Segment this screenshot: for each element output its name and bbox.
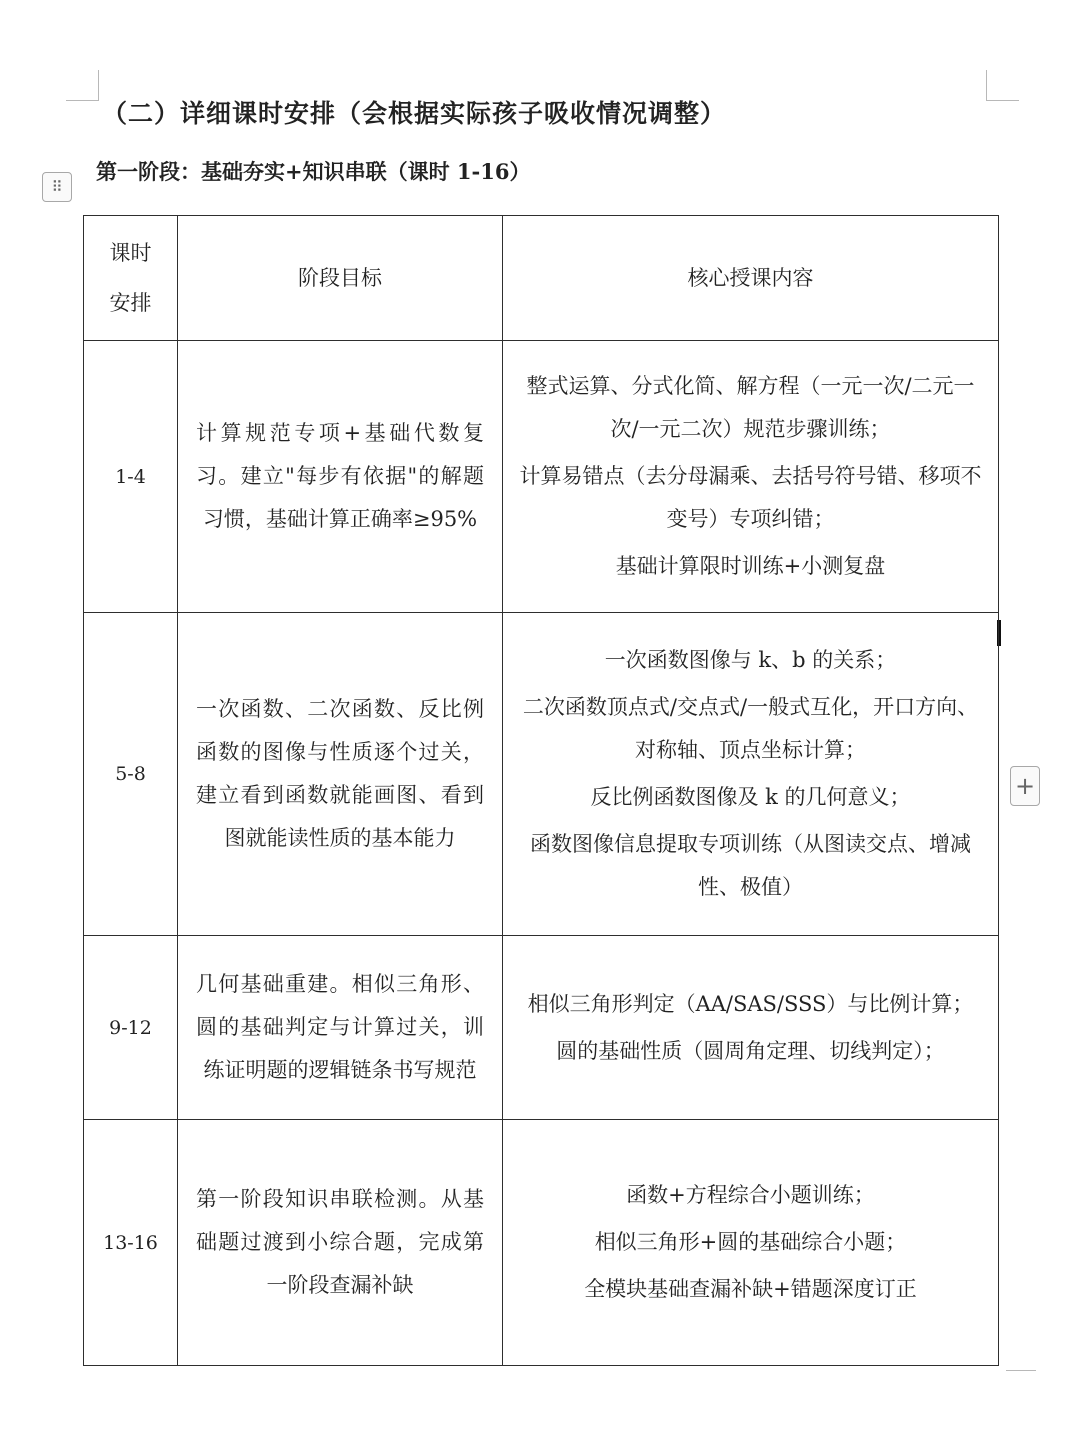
content-item: 基础计算限时训练+小测复盘 xyxy=(615,554,886,578)
header-goal-cell xyxy=(178,216,503,341)
header-period: 课时安排 xyxy=(109,241,152,315)
goal-text: 几何基础重建。相似三角形、圆的基础判定与计算过关，训练证明题的逻辑链条书写规范 xyxy=(196,972,484,1082)
drag-handle-icon: ⠿ xyxy=(51,178,63,196)
page-corner-top-left xyxy=(66,70,99,101)
content-item: 圆的基础性质（圆周角定理、切线判定）； xyxy=(556,1038,945,1063)
content-item: 二次函数顶点式/交点式/一般式互化，开口方向、对称轴、顶点坐标计算； xyxy=(522,695,979,762)
content-item: 函数图像信息提取专项训练（从图读交点、增减性、极值） xyxy=(530,832,971,899)
period-cell xyxy=(84,613,178,936)
content-cell xyxy=(503,341,999,613)
content-item: 反比例函数图像及 k 的几何意义； xyxy=(590,785,911,809)
period-cell xyxy=(84,341,178,613)
goal-cell xyxy=(178,341,503,613)
content-item: 整式运算、分式化简、解方程（一元一次/二元一次/一元二次）规范步骤训练； xyxy=(526,374,975,441)
add-row-button[interactable] xyxy=(1010,766,1040,806)
goal-cell xyxy=(178,936,503,1120)
table-row xyxy=(84,341,999,613)
schedule-table xyxy=(83,215,999,1366)
table-move-handle[interactable] xyxy=(42,172,72,202)
content-item: 计算易错点（去分母漏乘、去括号符号错、移项不变号）专项纠错； xyxy=(519,464,982,531)
table-header-row xyxy=(84,216,999,341)
content-item: 相似三角形+圆的基础综合小题； xyxy=(594,1230,907,1254)
content-cell xyxy=(503,936,999,1120)
section-title: （二）详细课时安排（会根据实际孩子吸收情况调整） xyxy=(102,99,727,128)
content-item: 一次函数图像与 k、b 的关系； xyxy=(604,648,897,672)
header-period-cell xyxy=(84,216,178,341)
period-label: 1-4 xyxy=(115,465,146,488)
content-item: 全模块基础查漏补缺+错题深度订正 xyxy=(584,1277,917,1301)
period-cell xyxy=(84,936,178,1120)
header-goal: 阶段目标 xyxy=(298,266,382,290)
goal-cell xyxy=(178,613,503,936)
period-label: 13-16 xyxy=(103,1231,158,1254)
period-cell xyxy=(84,1120,178,1366)
goal-text: 第一阶段知识串联检测。从基础题过渡到小综合题，完成第一阶段查漏补缺 xyxy=(196,1187,484,1297)
content-cell xyxy=(503,1120,999,1366)
plus-icon: + xyxy=(1014,772,1036,800)
table-row xyxy=(84,936,999,1120)
goal-text: 计算规范专项+基础代数复习。建立"每步有依据"的解题习惯，基础计算正确率≥95% xyxy=(196,421,484,531)
page-corner-bottom-right xyxy=(1006,1370,1036,1372)
header-content-cell xyxy=(503,216,999,341)
period-label: 5-8 xyxy=(115,763,146,785)
goal-cell xyxy=(178,1120,503,1366)
content-item: 函数+方程综合小题训练； xyxy=(626,1183,875,1207)
table-row xyxy=(84,1120,999,1366)
content-cell xyxy=(503,613,999,936)
stage-title: 第一阶段：基础夯实+知识串联（课时 1-16） xyxy=(96,159,531,184)
content-item: 相似三角形判定（AA/SAS/SSS）与比例计算； xyxy=(527,991,974,1016)
period-label: 9-12 xyxy=(109,1016,152,1039)
goal-text: 一次函数、二次函数、反比例函数的图像与性质逐个过关，建立看到函数就能画图、看到图就能读性质的基本能力 xyxy=(196,697,484,850)
page-corner-top-right xyxy=(986,70,1019,101)
header-content: 核心授课内容 xyxy=(687,266,814,290)
table-row xyxy=(84,613,999,936)
